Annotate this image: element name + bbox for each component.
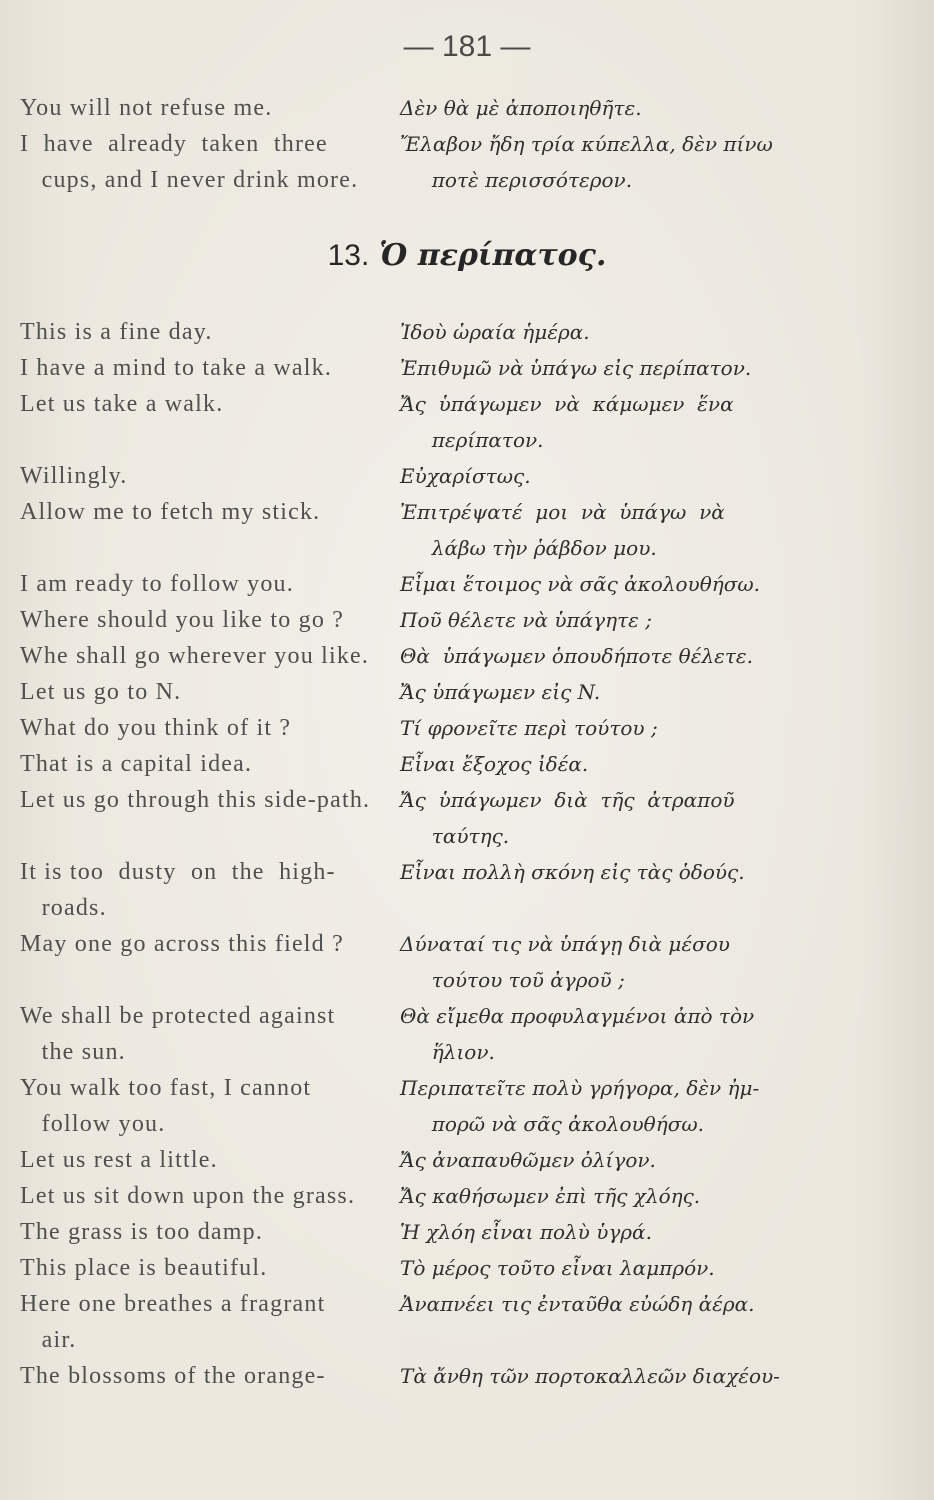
- english-text: Let us take a walk.: [20, 391, 224, 417]
- english-text: I am ready to follow you.: [20, 571, 294, 597]
- english-text: the sun.: [20, 1039, 126, 1065]
- english-text: Here one breathes a fragrant: [20, 1291, 326, 1317]
- greek-text: Εἶναι πολλὴ σκόνη εἰς τὰς ὁδούς.: [400, 860, 745, 884]
- greek-text: Θὰ ὑπάγωμεν ὁπουδήποτε θέλετε.: [400, 644, 754, 668]
- english-text: You walk too fast, I cannot: [20, 1075, 312, 1101]
- english-text: Willingly.: [20, 463, 128, 489]
- greek-text: ποτὲ περισσότερον.: [400, 168, 633, 192]
- english-text: That is a capital idea.: [20, 751, 253, 777]
- greek-text: περίπατον.: [400, 428, 544, 452]
- greek-text: Ἄς ὑπάγωμεν εἰς N.: [400, 680, 601, 704]
- english-text: Let us go through this side-path.: [20, 787, 371, 813]
- greek-text: Ἄς ὑπάγωμεν νὰ κάμωμεν ἕνα: [400, 392, 734, 416]
- greek-text: ταύτης.: [400, 824, 510, 848]
- english-text: We shall be protected against: [20, 1003, 336, 1029]
- greek-text: Τὸ μέρος τοῦτο εἶναι λαμπρόν.: [400, 1256, 715, 1280]
- greek-text: Δὲν θὰ μὲ ἀποποιηθῆτε.: [400, 96, 642, 120]
- greek-text: Ἐπιθυμῶ νὰ ὑπάγω εἰς περίπατον.: [400, 356, 752, 380]
- english-text: What do you think of it ?: [20, 715, 292, 741]
- greek-text: Τὰ ἄνθη τῶν πορτοκαλλεῶν διαχέου-: [400, 1364, 780, 1388]
- greek-text: λάβω τὴν ῥάβδον μου.: [400, 536, 657, 560]
- greek-text: Εἶναι ἔξοχος ἰδέα.: [400, 752, 589, 776]
- greek-text: Ἐπιτρέψατέ μοι νὰ ὑπάγω νὰ: [400, 500, 725, 524]
- greek-text: πορῶ νὰ σᾶς ἀκολουθήσω.: [400, 1112, 705, 1136]
- english-text: The blossoms of the orange-: [20, 1363, 326, 1389]
- greek-text: Ἄς καθήσωμεν ἐπὶ τῆς χλόης.: [400, 1184, 701, 1208]
- section-number: 13.: [327, 239, 370, 272]
- section-title: Ὁ περίπατος.: [379, 238, 607, 273]
- english-text: It is too dusty on the high-: [20, 859, 336, 885]
- english-text: Whe shall go wherever you like.: [20, 643, 370, 669]
- english-text: You will not refuse me.: [20, 95, 273, 121]
- english-text: Let us sit down upon the grass.: [20, 1183, 356, 1209]
- english-text: follow you.: [20, 1111, 166, 1137]
- english-text: cups, and I never drink more.: [20, 167, 359, 193]
- greek-text: Θὰ εἴμεθα προφυλαγμένοι ἀπὸ τὸν: [400, 1004, 755, 1028]
- english-text: This place is beautiful.: [20, 1255, 268, 1281]
- english-text: Let us rest a little.: [20, 1147, 218, 1173]
- greek-text: Τί φρονεῖτε περὶ τούτου ;: [400, 716, 658, 740]
- greek-text: τούτου τοῦ ἀγροῦ ;: [400, 968, 625, 992]
- english-text: Let us go to N.: [20, 679, 182, 705]
- greek-text: Ποῦ θέλετε νὰ ὑπάγητε ;: [400, 608, 652, 632]
- greek-text: Ἡ χλόη εἶναι πολὺ ὑγρά.: [400, 1220, 652, 1244]
- section-heading: [0, 238, 934, 273]
- page-number: — 181 —: [403, 30, 531, 63]
- greek-text: Ἄς ὑπάγωμεν διὰ τῆς ἀτραποῦ: [400, 788, 735, 812]
- english-text: I have already taken three: [20, 131, 328, 157]
- english-text: roads.: [20, 895, 107, 921]
- greek-text: Δύναταί τις νὰ ὑπάγῃ διὰ μέσου: [400, 932, 730, 956]
- english-text: air.: [20, 1327, 77, 1353]
- english-text: Where should you like to go ?: [20, 607, 345, 633]
- greek-text: Ἄς ἀναπαυθῶμεν ὀλίγον.: [400, 1148, 656, 1172]
- greek-text: Εὐχαρίστως.: [400, 464, 531, 488]
- english-text: Allow me to fetch my stick.: [20, 499, 321, 525]
- english-text: May one go across this field ?: [20, 931, 344, 957]
- english-text: The grass is too damp.: [20, 1219, 264, 1245]
- greek-text: Περιπατεῖτε πολὺ γρήγορα, δὲν ἠμ-: [400, 1076, 760, 1100]
- greek-text: Ἔλαβον ἤδη τρία κύπελλα, δὲν πίνω: [400, 132, 773, 156]
- greek-text: Ἰδοὺ ὡραία ἡμέρα.: [400, 320, 590, 344]
- english-text: I have a mind to take a walk.: [20, 355, 333, 381]
- greek-text: Ἀναπνέει τις ἐνταῦθα εὐώδη ἀέρα.: [400, 1292, 755, 1316]
- greek-text: Εἶμαι ἕτοιμος νὰ σᾶς ἀκολουθήσω.: [400, 572, 761, 596]
- greek-text: ἥλιον.: [400, 1040, 495, 1064]
- english-text: This is a fine day.: [20, 319, 213, 345]
